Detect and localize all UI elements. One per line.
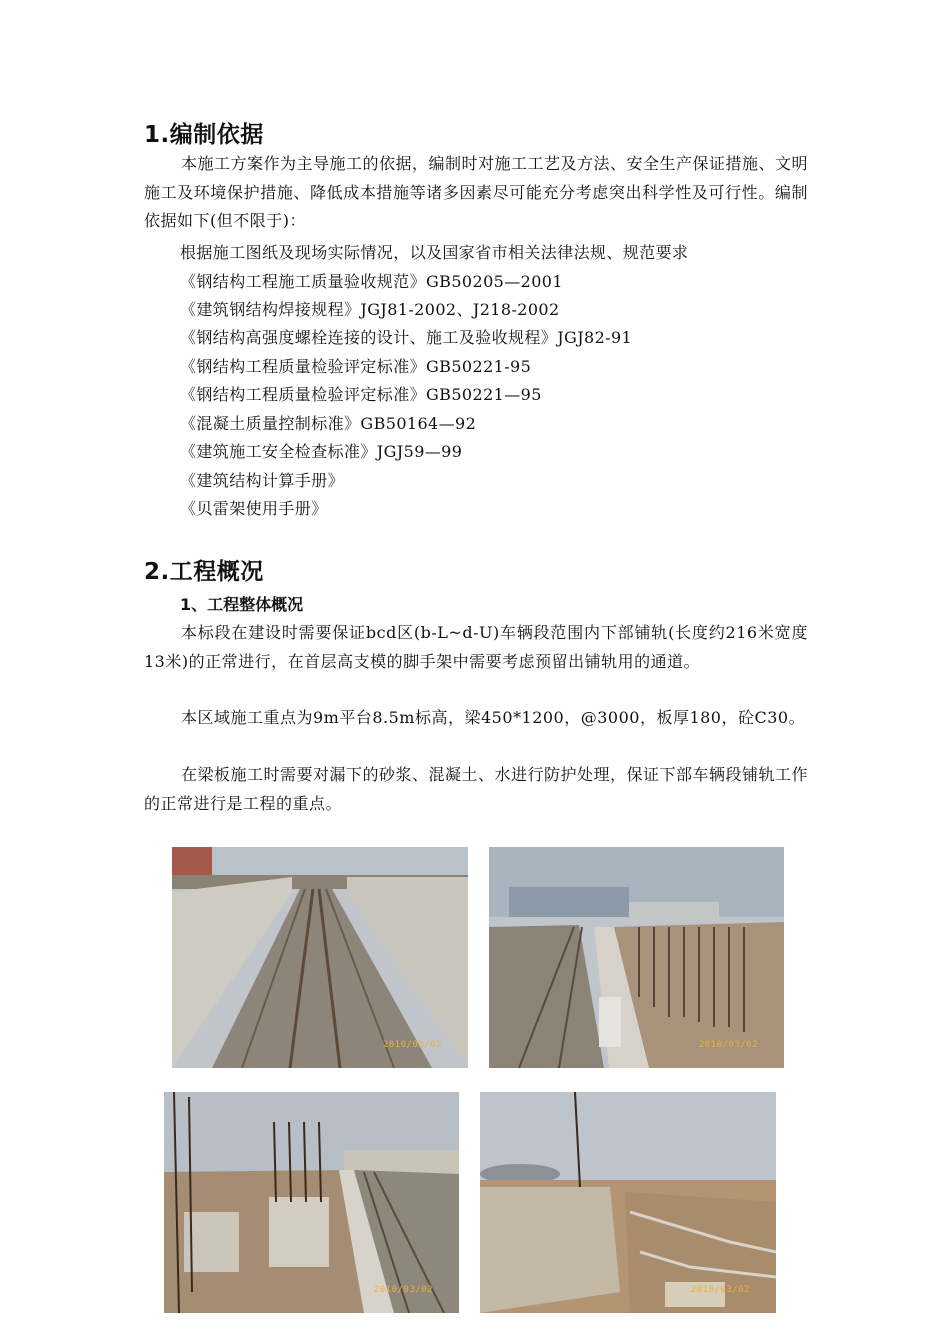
reference-item: 《建筑施工安全检查标准》JGJ59—99 <box>180 442 463 461</box>
reference-item: 《建筑结构计算手册》 <box>180 471 345 490</box>
site-photo-track-corridor <box>172 847 468 1068</box>
basis-note: 根据施工图纸及现场实际情况，以及国家省市相关法律法规、规范要求 <box>180 243 689 262</box>
reference-item: 《贝雷架使用手册》 <box>180 499 328 518</box>
section1-heading: 1.编制依据 <box>144 122 264 148</box>
reference-item: 《钢结构工程质量检验评定标准》GB50221-95 <box>180 357 532 376</box>
site-photo-track-rebar <box>489 847 784 1068</box>
columns-track-image <box>164 1092 459 1313</box>
section1-intro: 本施工方案作为主导施工的依据，编制时对施工工艺及方法、安全生产保证措施、文明施工及环境保护措施、降低成本措施等诸多因素尽可能充分考虑突出科学性及可行性。编制依据如下(但不限于)： <box>144 154 809 230</box>
track-corridor-image <box>172 847 468 1068</box>
reference-item: 《钢结构工程质量检验评定标准》GB50221—95 <box>180 385 542 404</box>
site-photo-excavation <box>480 1092 776 1313</box>
photo-date-stamp: 2010/03/02 <box>373 1285 433 1295</box>
overview-paragraph: 在梁板施工时需要对漏下的砂浆、混凝土、水进行防护处理，保证下部车辆段铺轨工作的正常进行是工程的重点。 <box>144 765 809 813</box>
section2-heading: 2.工程概况 <box>144 559 264 585</box>
reference-item: 《钢结构高强度螺栓连接的设计、施工及验收规程》JGJ82-91 <box>180 328 633 347</box>
overview-paragraph: 本区域施工重点为9m平台8.5m标高，梁450*1200，@3000，板厚180，砼C30。 <box>181 708 806 727</box>
excavation-image <box>480 1092 776 1313</box>
reference-item: 《钢结构工程施工质量验收规范》GB50205—2001 <box>180 272 563 291</box>
photo-date-stamp: 2010/03/02 <box>382 1040 442 1050</box>
reference-item: 《混凝土质量控制标准》GB50164—92 <box>180 414 477 433</box>
overview-paragraph: 本标段在建设时需要保证bcd区(b-L~d-U)车辆段范围内下部铺轨(长度约216米宽度13米)的正常进行，在首层高支模的脚手架中需要考虑预留出铺轨用的通道。 <box>144 623 808 671</box>
photo-date-stamp: 2010/03/02 <box>690 1285 750 1295</box>
section2-subheading: 1、工程整体概况 <box>180 595 304 614</box>
photo-date-stamp: 2010/03/02 <box>698 1040 758 1050</box>
track-rebar-image <box>489 847 784 1068</box>
site-photo-columns-track <box>164 1092 459 1313</box>
reference-item: 《建筑钢结构焊接规程》JGJ81-2002、J218-2002 <box>180 300 560 319</box>
